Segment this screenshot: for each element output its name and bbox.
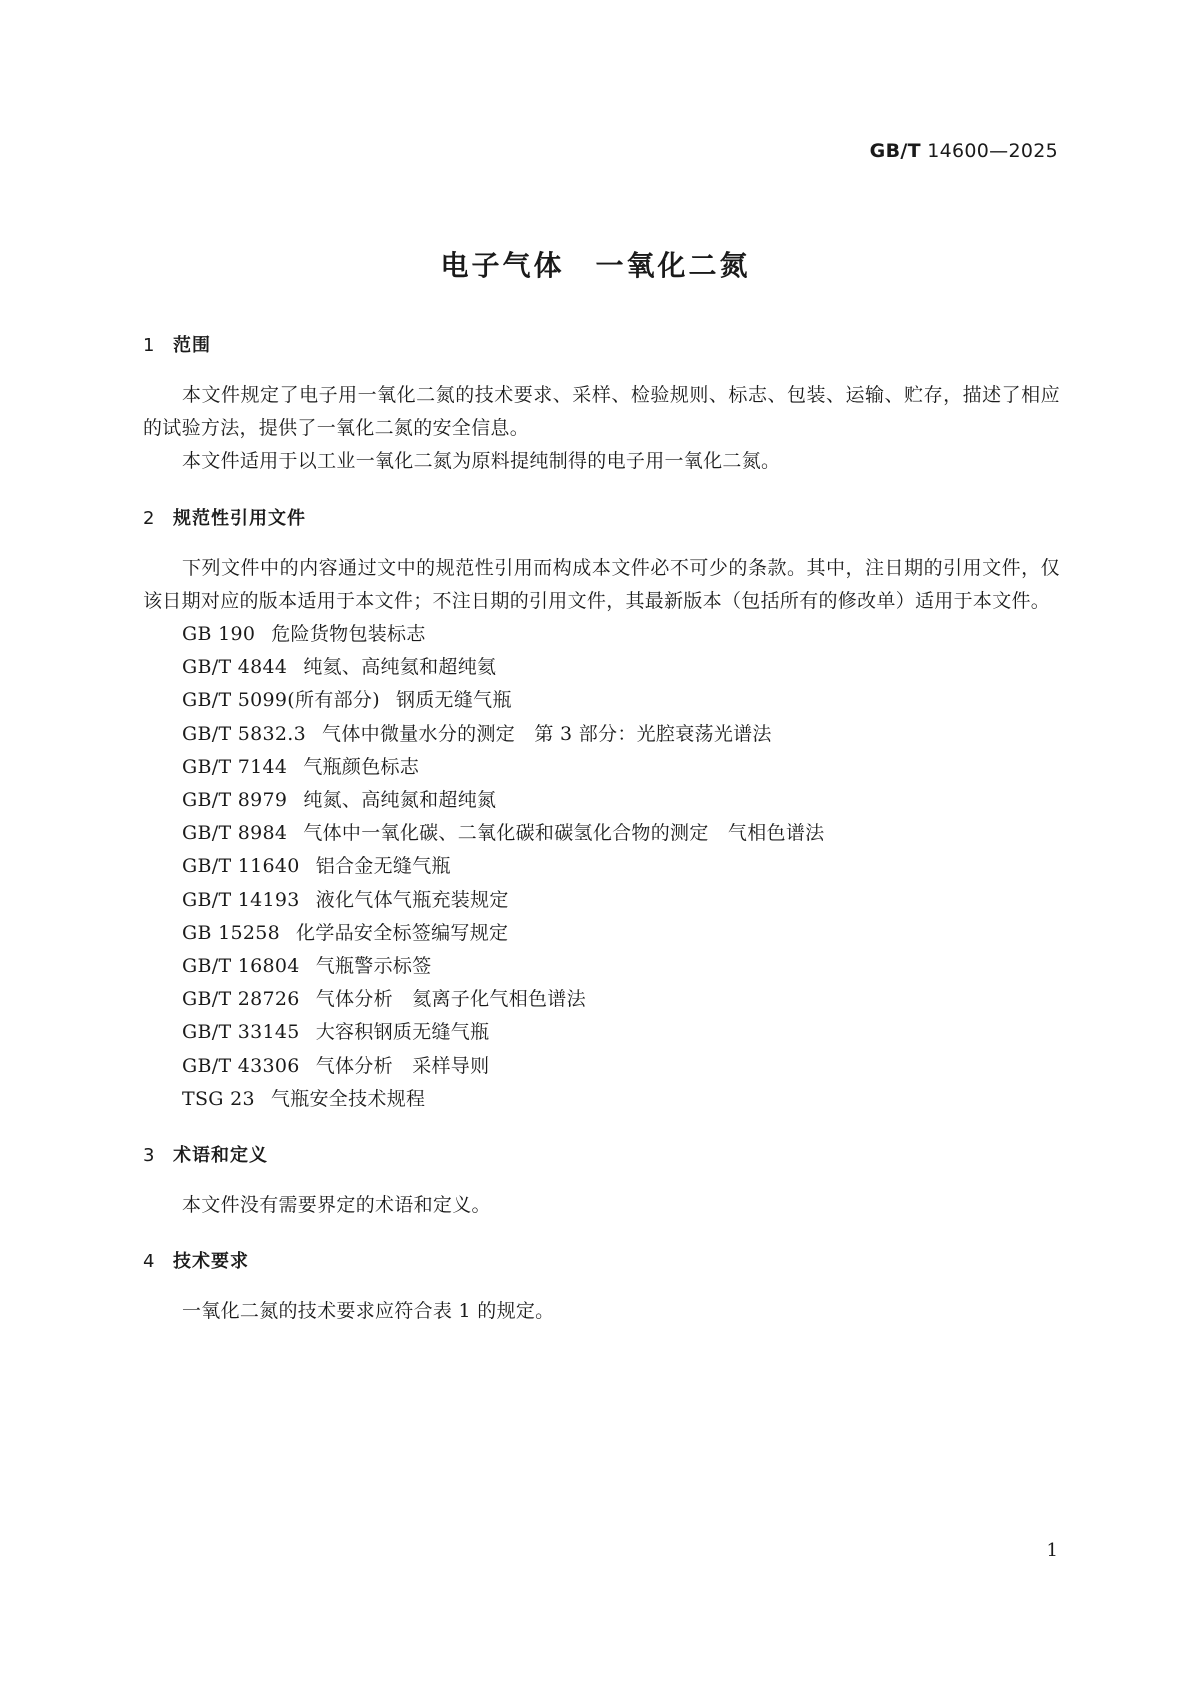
reference-item [143, 850, 1060, 883]
reference-title: 铝合金无缝气瓶 [315, 855, 451, 878]
reference-code: GB/T 5832.3 [182, 722, 307, 745]
document-title: 电子气体 一氧化二氮 [440, 249, 751, 282]
section-number: 1 [143, 335, 156, 356]
reference-code: GB/T 5099(所有部分) [182, 689, 380, 712]
reference-code: GB/T 28726 [182, 988, 300, 1011]
section-title: 术语和定义 [173, 1145, 268, 1167]
section-title: 规范性引用文件 [173, 508, 306, 529]
reference-item [143, 751, 1060, 784]
section-number: 3 [143, 1145, 156, 1167]
reference-code: GB 190 [182, 623, 256, 645]
section-heading-terms [143, 1144, 1060, 1168]
reference-code: TSG 23 [182, 1087, 255, 1110]
reference-item [143, 718, 1060, 751]
reference-title: 气体中微量水分的测定 第 3 部分：光腔衰荡光谱法 [322, 722, 772, 745]
reference-code: GB/T 14193 [182, 888, 300, 911]
reference-code: GB/T 11640 [182, 855, 300, 878]
reference-code: GB/T 33145 [182, 1021, 300, 1044]
reference-title: 气瓶颜色标志 [303, 755, 420, 778]
reference-item [143, 817, 1060, 850]
normative-intro-paragraph: 下列文件中的内容通过文中的规范性引用而构成本文件必不可少的条款。其中，注日期的引用文件，仅该日期对应的版本适用于本文件；不注日期的引用文件，其最新版本（包括所有的修改单）适用于本文件。 [143, 557, 1060, 612]
reference-item [143, 884, 1060, 917]
reference-code: GB/T 7144 [182, 755, 288, 778]
reference-title: 大容积钢质无缝气瓶 [315, 1021, 490, 1044]
reference-code: GB/T 8984 [182, 822, 288, 845]
terms-paragraph: 本文件没有需要界定的术语和定义。 [182, 1194, 491, 1217]
reference-title: 液化气体气瓶充装规定 [315, 888, 509, 911]
section-number: 4 [143, 1251, 156, 1273]
reference-code: GB/T 8979 [182, 789, 288, 812]
section-title: 范围 [173, 335, 211, 356]
reference-title: 危险货物包装标志 [271, 623, 426, 645]
reference-item [143, 651, 1060, 684]
reference-item [143, 618, 1060, 651]
reference-title: 气体分析 氦离子化气相色谱法 [315, 988, 586, 1011]
reference-title: 气体中一氧化碳、二氧化碳和碳氢化合物的测定 气相色谱法 [303, 822, 825, 845]
page-number: 1 [1046, 1540, 1058, 1561]
section-heading-technical-requirements [143, 1250, 1060, 1274]
reference-list [143, 618, 1060, 1116]
reference-title: 气瓶安全技术规程 [270, 1087, 426, 1110]
reference-item [143, 1083, 1060, 1116]
section-title: 技术要求 [173, 1251, 249, 1273]
standard-number [870, 140, 1058, 162]
reference-item [143, 917, 1060, 950]
reference-code: GB/T 4844 [182, 656, 288, 679]
section-number: 2 [143, 508, 156, 529]
reference-item [143, 950, 1060, 983]
reference-item [143, 983, 1060, 1016]
section-heading-normative-references [143, 507, 1060, 531]
reference-title: 气瓶警示标签 [315, 955, 432, 978]
reference-title: 纯氮、高纯氮和超纯氮 [303, 789, 497, 812]
reference-item [143, 684, 1060, 717]
reference-code: GB/T 16804 [182, 955, 300, 978]
scope-paragraph-2: 本文件适用于以工业一氧化二氮为原料提纯制得的电子用一氧化二氮。 [182, 450, 781, 472]
scope-paragraph-1: 本文件规定了电子用一氧化二氮的技术要求、采样、检验规则、标志、包装、运输、贮存，描述了相应的试验方法，提供了一氧化二氮的安全信息。 [143, 384, 1060, 439]
reference-title: 钢质无缝气瓶 [395, 689, 512, 712]
standard-prefix: GB/T [869, 140, 921, 162]
reference-title: 气体分析 采样导则 [315, 1054, 490, 1077]
standard-code: 14600—2025 [927, 140, 1058, 162]
section-heading-scope [143, 334, 1060, 358]
reference-item [143, 784, 1060, 817]
reference-title: 化学品安全标签编写规定 [296, 921, 509, 944]
reference-title: 纯氦、高纯氦和超纯氦 [303, 656, 497, 679]
reference-code: GB 15258 [182, 921, 281, 944]
tech-requirements-paragraph: 一氧化二氮的技术要求应符合表 1 的规定。 [182, 1300, 555, 1323]
reference-item [143, 1016, 1060, 1049]
reference-item [143, 1050, 1060, 1083]
reference-code: GB/T 43306 [182, 1054, 300, 1077]
document-body [143, 334, 1060, 1328]
